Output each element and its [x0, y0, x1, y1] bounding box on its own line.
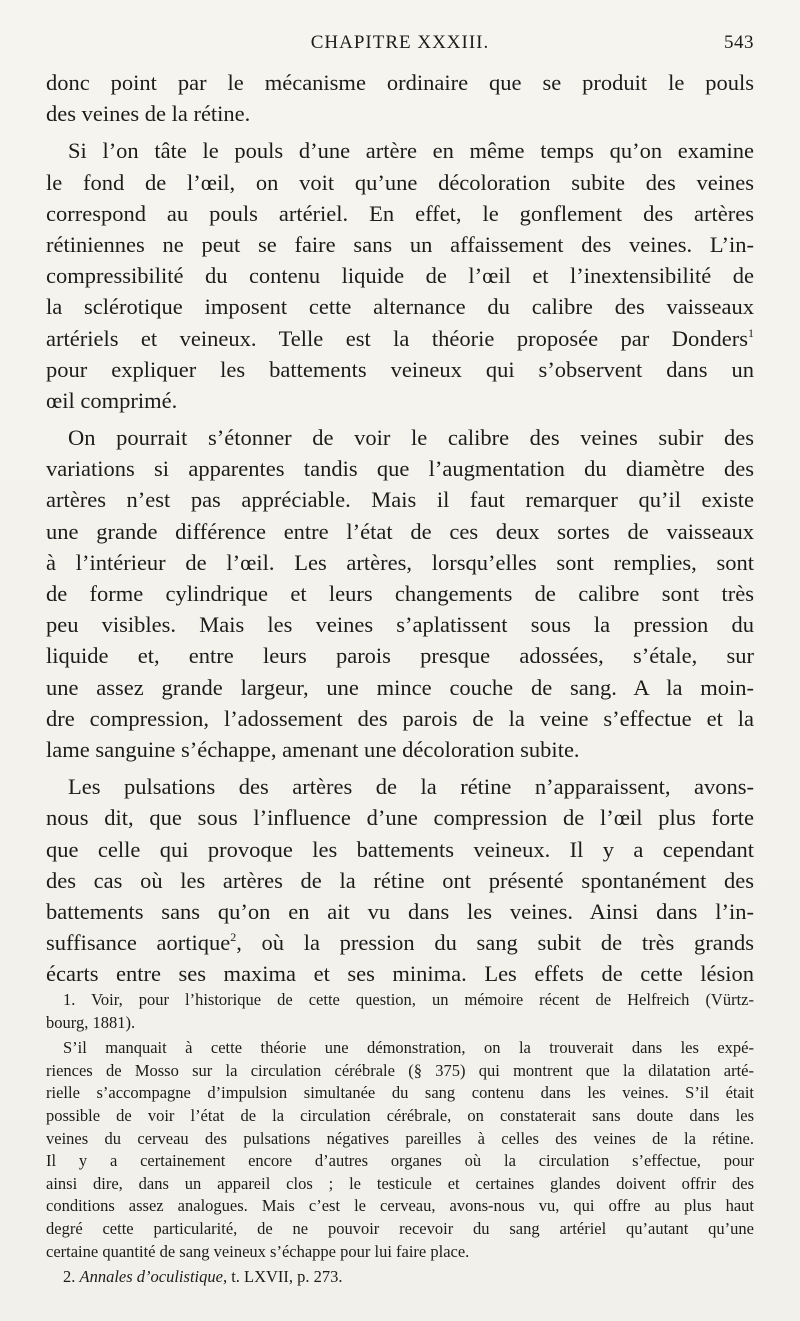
footnote-line: bourg, 1881). — [46, 1012, 136, 1032]
text-line: battements sans qu’on en ait vu dans les veines. Ainsi dans l’in- — [46, 898, 754, 924]
text-line: le fond de l’œil, on voit qu’une décoloration subite des veines — [46, 169, 754, 195]
running-title: CHAPITRE XXXIII. — [310, 32, 490, 53]
text-line: Les pulsations des artères de la rétine n’apparaissent, avons- — [68, 774, 754, 800]
page-header — [46, 32, 754, 58]
journal-title: Annales d’oculistique — [79, 1267, 223, 1287]
text-line: œil comprimé. — [46, 387, 178, 413]
footnote-number: 2. — [63, 1267, 80, 1287]
text-line: variations si apparentes tandis que l’augmentation du diamètre des — [46, 456, 754, 482]
text-line: des veines de la rétine. — [46, 101, 251, 127]
text-line: la sclérotique imposent cette alternance du calibre des vaisseaux — [46, 294, 754, 320]
text-line: pour expliquer les battements veineux qui s’observent dans un — [46, 356, 754, 382]
text-line: Si l’on tâte le pouls d’une artère en même temps qu’on examine — [68, 138, 754, 164]
footnote-line: rielle s’accompagne d’impulsion simultanée du sang contenu dans les veines. S’il était — [46, 1083, 754, 1103]
footnote-citation: , t. LXVII, p. 273. — [222, 1267, 343, 1287]
text-line: que celle qui provoque les battements veineux. Il y a cependant — [46, 836, 754, 862]
footnote-line: ainsi dire, dans un appareil clos ; le testicule et certaines glandes doivent offrir des — [46, 1173, 754, 1193]
footnote-line: certaine quantité de sang veineux s’échappe pour lui faire place. — [46, 1241, 470, 1261]
text-line: une grande différence entre l’état de ces deux sortes de vaisseaux — [46, 518, 754, 544]
footnote-ref-2: 2 — [230, 930, 237, 945]
main-text — [46, 67, 754, 989]
text-line-with-note — [46, 323, 754, 354]
text-line: lame sanguine s’échappe, amenant une décoloration subite. — [46, 736, 580, 762]
footnote-line: conditions assez analogues. Mais c’est le cerveau, avons-nous vu, qui offre au plus haut — [46, 1196, 754, 1216]
text-segment: , où la pression du sang subit de très grands — [236, 930, 754, 956]
footnote-line: possible de voir l’état de la circulation cérébrale, on constaterait sans doute dans les — [46, 1105, 754, 1125]
text-line: des cas où les artères de la rétine ont présenté spontanément des — [46, 867, 754, 893]
footnote-2 — [46, 1266, 754, 1289]
footnote-line: 1. Voir, pour l’historique de cette question, un mémoire récent de Helfreich (Vürtz- — [63, 990, 754, 1009]
footnote-ref-1: 1 — [748, 325, 754, 340]
text-line: dre compression, l’adossement des parois de la veine s’effectue et la — [46, 705, 754, 731]
footnote-line: veines du cerveau des pulsations négatives pareilles à celles des veines de la rétine. — [46, 1128, 754, 1148]
text-line: à l’intérieur de l’œil. Les artères, lorsqu’elles sont remplies, sont — [46, 549, 754, 575]
text-line-with-note — [46, 927, 754, 958]
text-line: correspond au pouls artériel. En effet, le gonflement des artères — [46, 200, 754, 226]
footnote-line: Il y a certainement encore d’autres organes où la circulation s’effectue, pour — [46, 1151, 754, 1171]
text-line: donc point par le mécanisme ordinaire que se produit le pouls — [46, 70, 754, 95]
text-line: liquide et, entre leurs parois presque adossées, s’étale, sur — [46, 643, 754, 669]
footnote-line: S’il manquait à cette théorie une démonstration, on la trouverait dans les expé- — [63, 1038, 754, 1058]
footnotes — [46, 989, 754, 1289]
text-line: une assez grande largeur, une mince couche de sang. A la moin- — [46, 674, 754, 700]
text-line: écarts entre ses maxima et ses minima. Les effets de cette lésion — [46, 961, 754, 987]
text-line: peu visibles. Mais les veines s’aplatissent sous la pression du — [46, 612, 754, 638]
text-line: On pourrait s’étonner de voir le calibre des veines subir des — [68, 425, 754, 451]
text-segment: artériels et veineux. Telle est la théorie proposée par Donders — [46, 325, 748, 351]
text-line: artères n’est pas appréciable. Mais il faut remarquer qu’il existe — [46, 487, 754, 513]
text-line: rétiniennes ne peut se faire sans un affaissement des veines. L’in- — [46, 231, 754, 257]
text-line: nous dit, que sous l’influence d’une compression de l’œil plus forte — [46, 805, 754, 831]
footnote-line: degré cette particularité, de ne pouvoir recevoir du sang artériel qu’autant qu’une — [46, 1218, 754, 1238]
page-number: 543 — [724, 32, 754, 53]
text-line: de forme cylindrique et leurs changements de calibre sont très — [46, 581, 754, 606]
text-line: compressibilité du contenu liquide de l’œil et l’inextensibilité de — [46, 263, 754, 289]
text-segment: suffisance aortique — [46, 930, 231, 956]
footnote-line: riences de Mosso sur la circulation cérébrale (§ 375) qui montrent que la dilatation arté- — [46, 1060, 754, 1080]
